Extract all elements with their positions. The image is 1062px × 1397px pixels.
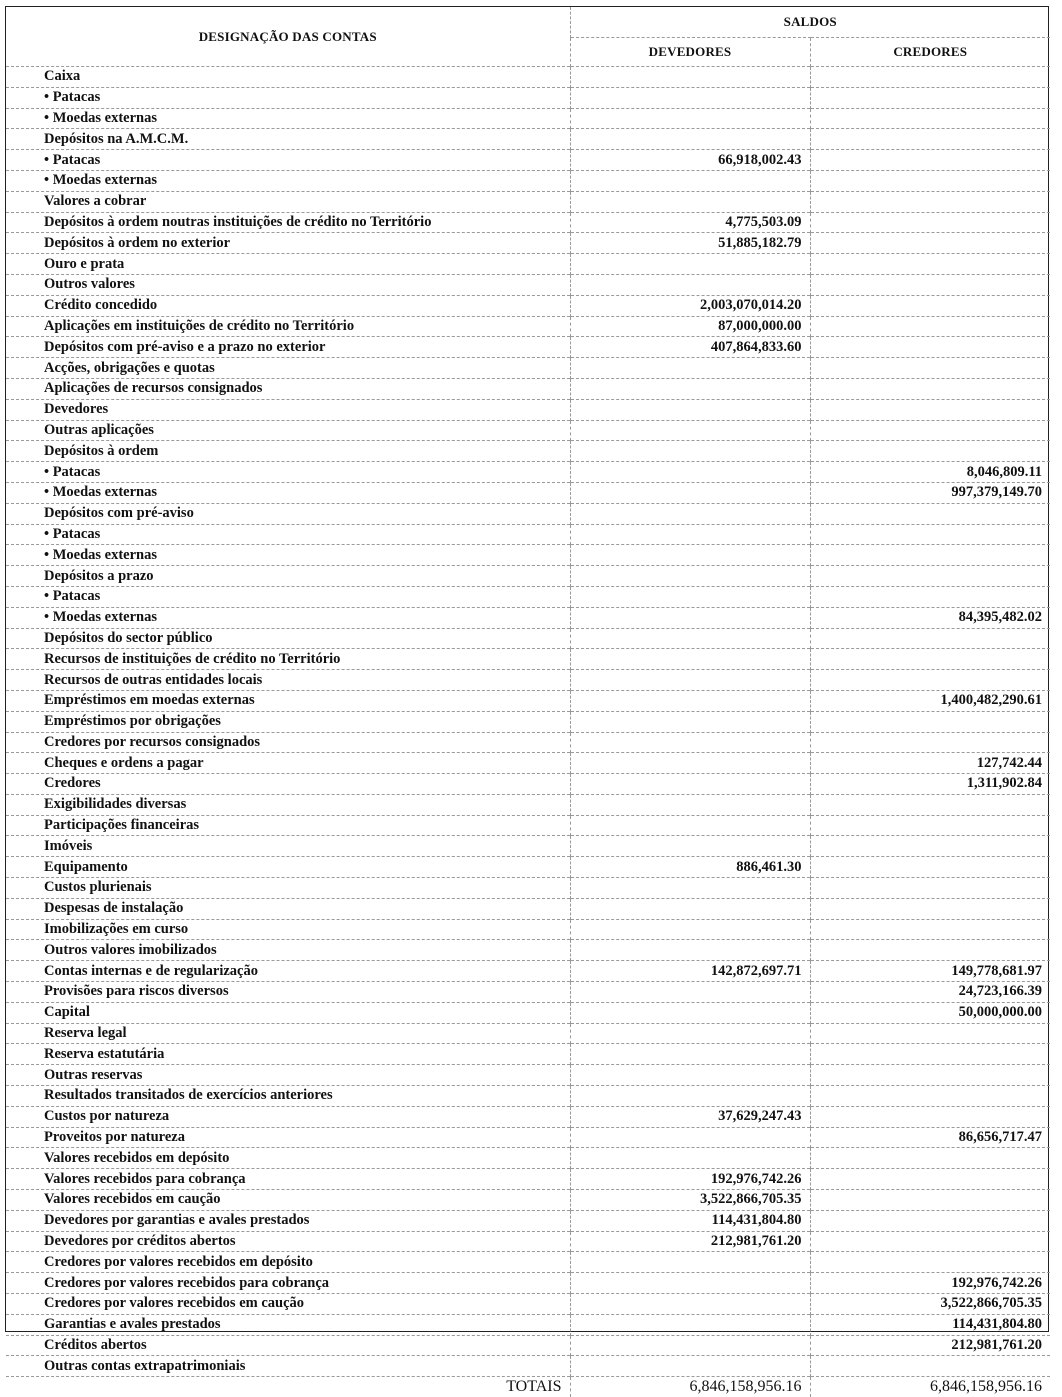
account-label: Provisões para riscos diversos [6,982,570,1003]
devedores-value [570,940,810,961]
account-row [6,87,1050,108]
devedores-value [570,462,810,483]
devedores-value [570,586,810,607]
account-row [6,420,1050,441]
credores-value: 114,431,804.80 [810,1314,1050,1335]
account-label: Outros valores imobilizados [6,940,570,961]
saldos-header: SALDOS [570,7,1050,38]
account-row [6,774,1050,795]
account-row [6,67,1050,88]
account-label: • Patacas [6,524,570,545]
account-row [6,1127,1050,1148]
account-label: Ouro e prata [6,254,570,275]
credores-value [810,649,1050,670]
account-label: Acções, obrigações e quotas [6,358,570,379]
credores-value [810,1023,1050,1044]
account-row [6,378,1050,399]
account-label: Resultados transitados de exercícios anteriores [6,1086,570,1107]
account-label: Proveitos por natureza [6,1127,570,1148]
account-row [6,191,1050,212]
credores-value [810,1169,1050,1190]
account-row [6,857,1050,878]
credores-value [810,586,1050,607]
credores-value [810,316,1050,337]
credores-value [810,815,1050,836]
devedores-value: 3,522,866,705.35 [570,1190,810,1211]
account-label: • Moedas externas [6,482,570,503]
credores-value [810,1106,1050,1127]
devedores-value [570,254,810,275]
devedores-value [570,503,810,524]
designation-header: DESIGNAÇÃO DAS CONTAS [198,28,377,44]
devedores-value [570,191,810,212]
devedores-value [570,1294,810,1315]
credores-value: 149,778,681.97 [810,961,1050,982]
credores-value [810,108,1050,129]
credores-value [810,1086,1050,1107]
totals-credores: 6,846,158,956.16 [810,1377,1050,1397]
totals-devedores: 6,846,158,956.16 [570,1377,810,1397]
account-row [6,150,1050,171]
devedores-value: 51,885,182.79 [570,233,810,254]
credores-value [810,1210,1050,1231]
credores-value [810,1231,1050,1252]
account-label: Depósitos à ordem noutras instituições de crédito no Território [6,212,570,233]
devedores-value [570,87,810,108]
credores-value [810,836,1050,857]
account-label: Empréstimos por obrigações [6,711,570,732]
devedores-value [570,794,810,815]
devedores-value [570,670,810,691]
credores-value [810,628,1050,649]
account-label: • Patacas [6,150,570,171]
account-row [6,815,1050,836]
credores-header: CREDORES [810,38,1050,67]
devedores-value [570,524,810,545]
account-row [6,711,1050,732]
account-row [6,1273,1050,1294]
account-label: Outras reservas [6,1065,570,1086]
account-row [6,295,1050,316]
account-label: • Patacas [6,586,570,607]
account-label: Devedores por garantias e avales prestados [6,1210,570,1231]
account-rows [6,67,1050,1377]
credores-value: 1,311,902.84 [810,774,1050,795]
account-row [6,482,1050,503]
devedores-value [570,898,810,919]
credores-value: 1,400,482,290.61 [810,690,1050,711]
credores-value [810,1252,1050,1273]
credores-value [810,1356,1050,1377]
account-row [6,1252,1050,1273]
credores-value: 24,723,166.39 [810,982,1050,1003]
devedores-value [570,982,810,1003]
credores-value [810,191,1050,212]
credores-value [810,1044,1050,1065]
account-row [6,399,1050,420]
account-row [6,1169,1050,1190]
account-label: Credores por valores recebidos para cobrança [6,1273,570,1294]
account-label: Aplicações de recursos consignados [6,378,570,399]
account-row [6,1002,1050,1023]
devedores-value [570,815,810,836]
devedores-value [570,108,810,129]
account-label: Contas internas e de regularização [6,961,570,982]
credores-value [810,254,1050,275]
account-row [6,1044,1050,1065]
devedores-value [570,1314,810,1335]
devedores-value: 192,976,742.26 [570,1169,810,1190]
account-label: Valores recebidos para cobrança [6,1169,570,1190]
account-label: • Moedas externas [6,170,570,191]
credores-value: 212,981,761.20 [810,1335,1050,1356]
devedores-value [570,1356,810,1377]
devedores-value [570,482,810,503]
credores-value [810,1065,1050,1086]
devedores-header: DEVEDORES [570,38,810,67]
account-row [6,503,1050,524]
devedores-value [570,1044,810,1065]
devedores-value [570,607,810,628]
account-row [6,358,1050,379]
account-row [6,212,1050,233]
devedores-value [570,753,810,774]
account-label: Depósitos à ordem no exterior [6,233,570,254]
credores-value [810,233,1050,254]
devedores-value [570,628,810,649]
devedores-value [570,878,810,899]
account-row [6,524,1050,545]
account-label: Aplicações em instituições de crédito no Território [6,316,570,337]
credores-value [810,150,1050,171]
credores-value [810,524,1050,545]
account-row [6,1335,1050,1356]
devedores-value [570,545,810,566]
devedores-value [570,1127,810,1148]
account-row [6,316,1050,337]
credores-value [810,358,1050,379]
credores-value [810,857,1050,878]
account-label: Equipamento [6,857,570,878]
credores-value [810,545,1050,566]
devedores-value [570,170,810,191]
account-row [6,586,1050,607]
account-row [6,1023,1050,1044]
account-row [6,1356,1050,1377]
devedores-value [570,378,810,399]
account-label: Recursos de outras entidades locais [6,670,570,691]
account-row [6,670,1050,691]
devedores-value [570,1273,810,1294]
account-label: Garantias e avales prestados [6,1314,570,1335]
credores-value [810,170,1050,191]
credores-value [810,129,1050,150]
devedores-value [570,711,810,732]
account-label: • Patacas [6,87,570,108]
devedores-value [570,1065,810,1086]
account-label: Depósitos na A.M.C.M. [6,129,570,150]
account-row [6,108,1050,129]
credores-value [810,898,1050,919]
credores-value [810,212,1050,233]
credores-value: 192,976,742.26 [810,1273,1050,1294]
credores-value [810,794,1050,815]
account-label: Depósitos com pré-aviso e a prazo no exterior [6,337,570,358]
credores-value [810,1148,1050,1169]
account-label: Empréstimos em moedas externas [6,690,570,711]
account-label: Depósitos com pré-aviso [6,503,570,524]
devedores-value [570,566,810,587]
account-label: Despesas de instalação [6,898,570,919]
credores-value [810,1190,1050,1211]
account-label: Exigibilidades diversas [6,794,570,815]
account-label: Crédito concedido [6,295,570,316]
devedores-value [570,358,810,379]
account-row [6,732,1050,753]
account-label: Caixa [6,67,570,88]
credores-value [810,919,1050,940]
devedores-value [570,1023,810,1044]
account-row [6,1065,1050,1086]
account-row [6,878,1050,899]
devedores-value [570,274,810,295]
devedores-value [570,836,810,857]
devedores-value: 114,431,804.80 [570,1210,810,1231]
devedores-value: 2,003,070,014.20 [570,295,810,316]
credores-value [810,87,1050,108]
credores-value [810,940,1050,961]
account-row [6,919,1050,940]
account-label: Imóveis [6,836,570,857]
account-label: • Patacas [6,462,570,483]
credores-value [810,878,1050,899]
account-row [6,1106,1050,1127]
credores-value: 8,046,809.11 [810,462,1050,483]
totals-row [6,1377,1050,1397]
account-row [6,753,1050,774]
devedores-value: 66,918,002.43 [570,150,810,171]
devedores-value [570,774,810,795]
account-label: Devedores [6,399,570,420]
account-row [6,1086,1050,1107]
credores-value: 50,000,000.00 [810,1002,1050,1023]
credores-value: 997,379,149.70 [810,482,1050,503]
account-label: Valores recebidos em caução [6,1190,570,1211]
account-label: Depósitos do sector público [6,628,570,649]
devedores-value [570,732,810,753]
account-label: Depósitos a prazo [6,566,570,587]
account-row [6,628,1050,649]
totals-label: TOTAIS [6,1377,570,1397]
account-label: • Moedas externas [6,108,570,129]
account-row [6,794,1050,815]
devedores-value: 87,000,000.00 [570,316,810,337]
credores-value [810,399,1050,420]
account-label: Credores por valores recebidos em caução [6,1294,570,1315]
account-label: Valores a cobrar [6,191,570,212]
account-row [6,566,1050,587]
account-label: • Moedas externas [6,607,570,628]
account-label: Reserva legal [6,1023,570,1044]
devedores-value [570,1002,810,1023]
account-label: Credores [6,774,570,795]
account-row [6,649,1050,670]
account-label: Credores por valores recebidos em depósito [6,1252,570,1273]
credores-value [810,295,1050,316]
credores-value [810,378,1050,399]
account-row [6,1231,1050,1252]
account-label: Outros valores [6,274,570,295]
account-row [6,233,1050,254]
devedores-value [570,919,810,940]
credores-value [810,420,1050,441]
account-label: Devedores por créditos abertos [6,1231,570,1252]
account-label: Reserva estatutária [6,1044,570,1065]
credores-value: 3,522,866,705.35 [810,1294,1050,1315]
account-label: Imobilizações em curso [6,919,570,940]
account-label: Outras contas extrapatrimoniais [6,1356,570,1377]
credores-value [810,670,1050,691]
account-label: Custos plurienais [6,878,570,899]
account-row [6,940,1050,961]
account-row [6,274,1050,295]
credores-value [810,67,1050,88]
credores-value [810,503,1050,524]
devedores-value [570,649,810,670]
devedores-value [570,1148,810,1169]
account-row [6,898,1050,919]
devedores-value: 212,981,761.20 [570,1231,810,1252]
credores-value [810,274,1050,295]
devedores-value [570,1335,810,1356]
devedores-value: 4,775,503.09 [570,212,810,233]
account-row [6,129,1050,150]
account-row [6,1210,1050,1231]
account-label: Outras aplicações [6,420,570,441]
account-label: Capital [6,1002,570,1023]
devedores-value: 142,872,697.71 [570,961,810,982]
account-row [6,1314,1050,1335]
devedores-value [570,1086,810,1107]
account-row [6,1294,1050,1315]
account-label: Depósitos à ordem [6,441,570,462]
devedores-value [570,690,810,711]
account-row [6,545,1050,566]
devedores-value: 886,461.30 [570,857,810,878]
account-label: • Moedas externas [6,545,570,566]
credores-value: 127,742.44 [810,753,1050,774]
account-row [6,441,1050,462]
credores-value [810,711,1050,732]
account-row [6,961,1050,982]
devedores-value [570,441,810,462]
credores-value [810,337,1050,358]
devedores-value [570,129,810,150]
account-row [6,607,1050,628]
account-row [6,1190,1050,1211]
credores-value: 84,395,482.02 [810,607,1050,628]
balance-sheet-table-frame [5,6,1049,1396]
account-row [6,1148,1050,1169]
account-label: Participações financeiras [6,815,570,836]
account-label: Custos por natureza [6,1106,570,1127]
credores-value [810,732,1050,753]
credores-value [810,566,1050,587]
account-label: Credores por recursos consignados [6,732,570,753]
account-row [6,337,1050,358]
account-row [6,836,1050,857]
account-row [6,982,1050,1003]
account-label: Valores recebidos em depósito [6,1148,570,1169]
account-label: Cheques e ordens a pagar [6,753,570,774]
balance-sheet-table [6,7,1050,1397]
account-row [6,254,1050,275]
devedores-value: 37,629,247.43 [570,1106,810,1127]
account-row [6,170,1050,191]
devedores-value [570,420,810,441]
credores-value [810,441,1050,462]
devedores-value: 407,864,833.60 [570,337,810,358]
credores-value: 86,656,717.47 [810,1127,1050,1148]
devedores-value [570,67,810,88]
account-label: Créditos abertos [6,1335,570,1356]
account-label: Recursos de instituições de crédito no Território [6,649,570,670]
devedores-value [570,399,810,420]
account-row [6,690,1050,711]
account-row [6,462,1050,483]
devedores-value [570,1252,810,1273]
